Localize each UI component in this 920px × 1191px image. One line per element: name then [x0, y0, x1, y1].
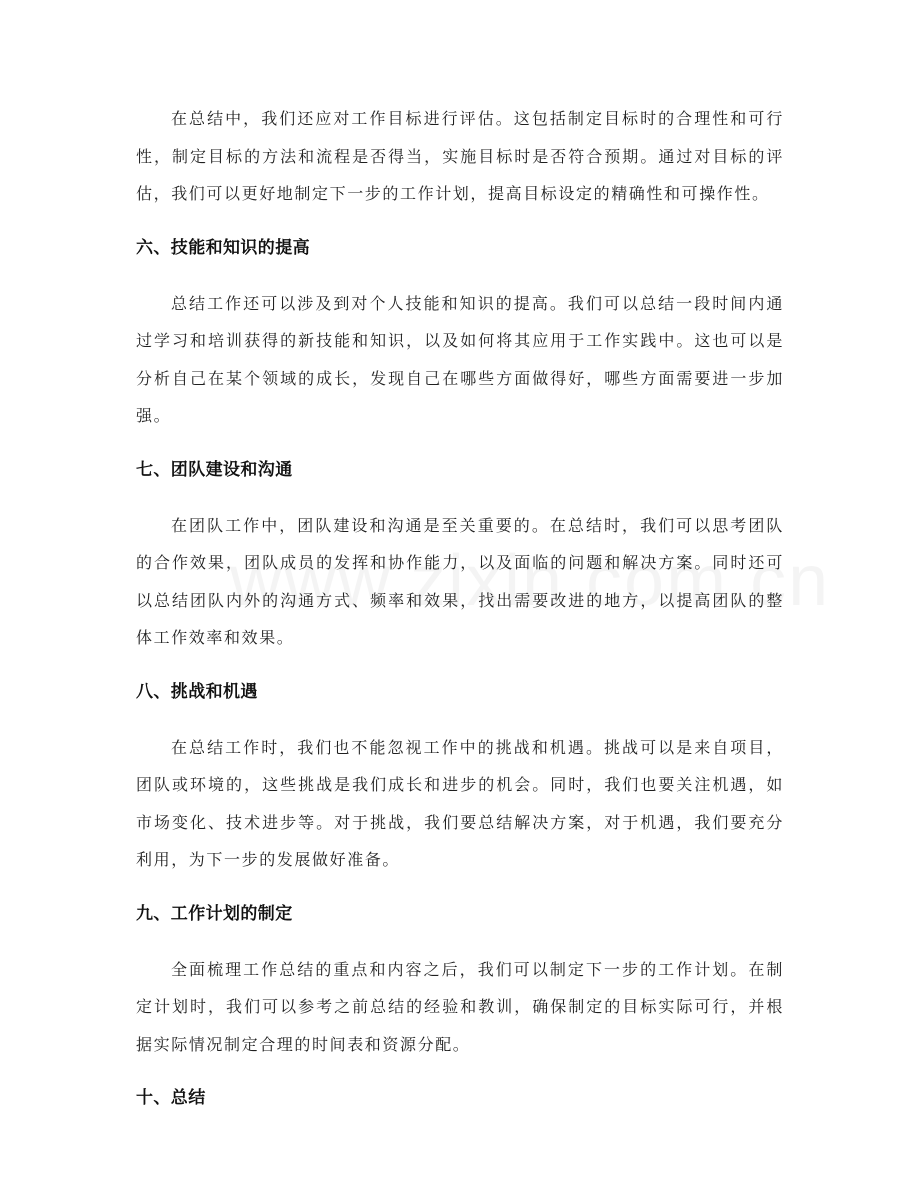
heading-skills-knowledge: 六、技能和知识的提高 [136, 237, 310, 258]
paragraph-work-plan: 全面梳理工作总结的重点和内容之后，我们可以制定下一步的工作计划。在制定计划时，我们可以参考之前总结的经验和教训，确保制定的目标实际可行，并根据实际情况制定合理的时间表和资源分配。 [136, 959, 784, 1054]
heading-work-plan: 九、工作计划的制定 [136, 903, 293, 924]
heading-team-building: 七、团队建设和沟通 [136, 459, 293, 480]
paragraph-skills-knowledge: 总结工作还可以涉及到对个人技能和知识的提高。我们可以总结一段时间内通过学习和培训获得的新技能和知识，以及如何将其应用于工作实践中。这也可以是分析自己在某个领域的成长，发现自己在哪些方面做得好，哪些方面需要进一步加强。 [136, 293, 784, 425]
document-body [136, 100, 784, 1113]
heading-summary: 十、总结 [136, 1088, 206, 1108]
paragraph-challenges-opportunities: 在总结工作时，我们也不能忽视工作中的挑战和机遇。挑战可以是来自项目，团队或环境的，这些挑战是我们成长和进步的机会。同时，我们也要关注机遇，如市场变化、技术进步等。对于挑战，我们要总结解决方案，对于机遇，我们要充分利用，为下一步的发展做好准备。 [136, 737, 784, 869]
heading-challenges-opportunities: 八、挑战和机遇 [136, 681, 258, 702]
paragraph-team-building: 在团队工作中，团队建设和沟通是至关重要的。在总结时，我们可以思考团队的合作效果，团队成员的发挥和协作能力，以及面临的问题和解决方案。同时还可以总结团队内外的沟通方式、频率和效果，找出需要改进的地方，以提高团队的整体工作效率和效果。 [136, 515, 784, 647]
paragraph-goal-evaluation: 在总结中，我们还应对工作目标进行评估。这包括制定目标时的合理性和可行性，制定目标的方法和流程是否得当，实施目标时是否符合预期。通过对目标的评估，我们可以更好地制定下一步的工作计划，提高目标设定的精确性和可操作性。 [136, 109, 784, 203]
